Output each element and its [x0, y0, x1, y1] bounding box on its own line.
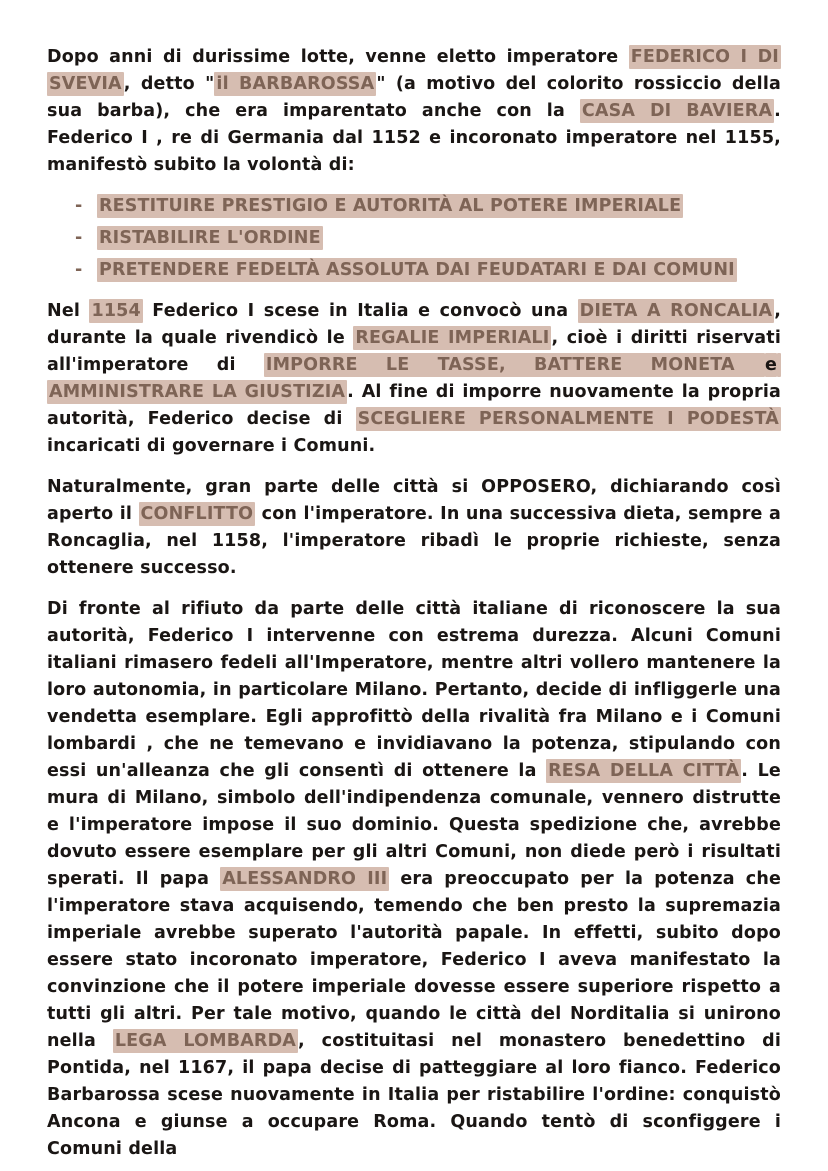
- text-span: incaricati di governare i Comuni.: [47, 436, 376, 456]
- text-span: , durante la quale rivendicò le: [47, 301, 782, 348]
- text-span: , cioè i diritti riservati all'imperatore di: [47, 328, 782, 375]
- text-span: , costituitasi nel monastero benedettino di Pontida, nel 1167, il papa decise di patteggiare al loro fianco. Federico Barbarossa scese nuovamente in Italia per ristabilire l'ordine: conquistò Ancona e giunse a occupare Roma. Quando tentò di sconfiggere i Comuni della: [47, 1031, 781, 1159]
- highlight-span: SCEGLIERE PERSONALMENTE I PODESTÀ: [357, 409, 779, 429]
- bullet-dash-icon: -: [75, 260, 83, 280]
- list-item: [47, 257, 781, 284]
- paragraph: [47, 44, 781, 179]
- highlight-span: RESTITUIRE PRESTIGIO E AUTORITÀ AL POTERE IMPERIALE: [99, 196, 682, 216]
- list-item: [47, 225, 781, 252]
- highlight-span: ALESSANDRO III: [222, 869, 388, 889]
- paragraph: [47, 474, 781, 582]
- text-span: Nel: [47, 301, 90, 321]
- text-span: Dopo anni di durissime lotte, venne eletto imperatore: [47, 47, 629, 67]
- list-item-text: [97, 225, 323, 252]
- text-span: . Al fine di imporre nuovamente la propria autorità, Federico decise di: [47, 382, 781, 429]
- highlight-span: RESA DELLA CITTÀ: [548, 761, 740, 781]
- highlight-span: CONFLITTO: [140, 504, 254, 524]
- text-span: Federico I scese in Italia e convocò una: [142, 301, 578, 321]
- text-span: , detto ": [123, 74, 215, 94]
- highlight-span: RISTABILIRE L'ORDINE: [99, 228, 321, 248]
- highlight-span: FEDERICO I DI SVEVIA: [49, 47, 779, 94]
- list-item: [47, 193, 781, 220]
- text-span: Naturalmente, gran parte delle città si OPPOSERO, dichiarando così aperto il: [47, 477, 781, 524]
- highlight-span: DIETA A RONCALIA: [579, 301, 773, 321]
- text-span: con l'imperatore. In una successiva dieta, sempre a Roncaglia, nel 1158, l'imperatore ribadì le proprie richieste, senza ottenere successo.: [47, 504, 782, 578]
- bullet-dash-icon: -: [75, 228, 83, 248]
- list-item-text: [97, 257, 737, 284]
- paragraph: [47, 596, 781, 1163]
- text-span: Di fronte al rifiuto da parte delle città italiane di riconoscere la sua autorità, Federico I intervenne con estrema durezza. Alcuni Comuni italiani rimasero fedeli all'Imperatore, mentre altri vollero mantenere la loro autonomia, in particolare Milano. Pertanto, decide di infliggerle una vendetta esemplare. Egli approfittò della rivalità fra Milano e i Comuni lombardi , che ne temevano e invidiavano la potenza, stipulando con essi un'alleanza che gli consentì di ottenere la: [47, 599, 781, 781]
- text-span: " (a motivo del colorito rossiccio della sua barba), che era imparentato anche con la: [47, 74, 781, 121]
- highlight-span: LEGA LOMBARDA: [114, 1031, 297, 1051]
- highlight-span: PRETENDERE FEDELTÀ ASSOLUTA DAI FEUDATARI E DAI COMUNI: [99, 260, 735, 280]
- document-body: [47, 44, 781, 1163]
- paragraph: [47, 298, 781, 460]
- text-span: . Le mura di Milano, simbolo dell'indipendenza comunale, vennero distrutte e l'imperatore impose il suo dominio. Questa spedizione che, avrebbe dovuto essere esemplare per gli altri Comuni, non diede però i risultati sperati. Il papa: [47, 761, 781, 889]
- highlight-span: CASA DI BAVIERA: [581, 101, 773, 121]
- highlight-span: il BARBAROSSA: [216, 74, 375, 94]
- bullet-list: [47, 193, 781, 284]
- highlight-span: 1154: [91, 301, 141, 321]
- bullet-dash-icon: -: [75, 196, 83, 216]
- highlight-span: IMPORRE LE TASSE, BATTERE MONETA: [265, 355, 763, 375]
- highlight-span: REGALIE IMPERIALI: [355, 328, 550, 348]
- highlight-span: AMMINISTRARE LA GIUSTIZIA: [47, 353, 781, 404]
- text-span: era preoccupato per la potenza che l'imperatore stava acquisendo, temendo che ben presto la supremazia imperiale avrebbe superato l'autorità papale. In effetti, subito dopo essere stato incoronato imperatore, Federico I aveva manifestato la convinzione che il potere imperiale dovesse essere superiore rispetto a tutti gli altri. Per tale motivo, quando le città del Norditalia si unirono nella: [47, 869, 782, 1051]
- text-span: . Federico I , re di Germania dal 1152 e incoronato imperatore nel 1155, manifestò subito la volontà di:: [47, 101, 781, 175]
- list-item-text: [97, 193, 683, 220]
- highlight-span-dark-text: e: [764, 355, 777, 375]
